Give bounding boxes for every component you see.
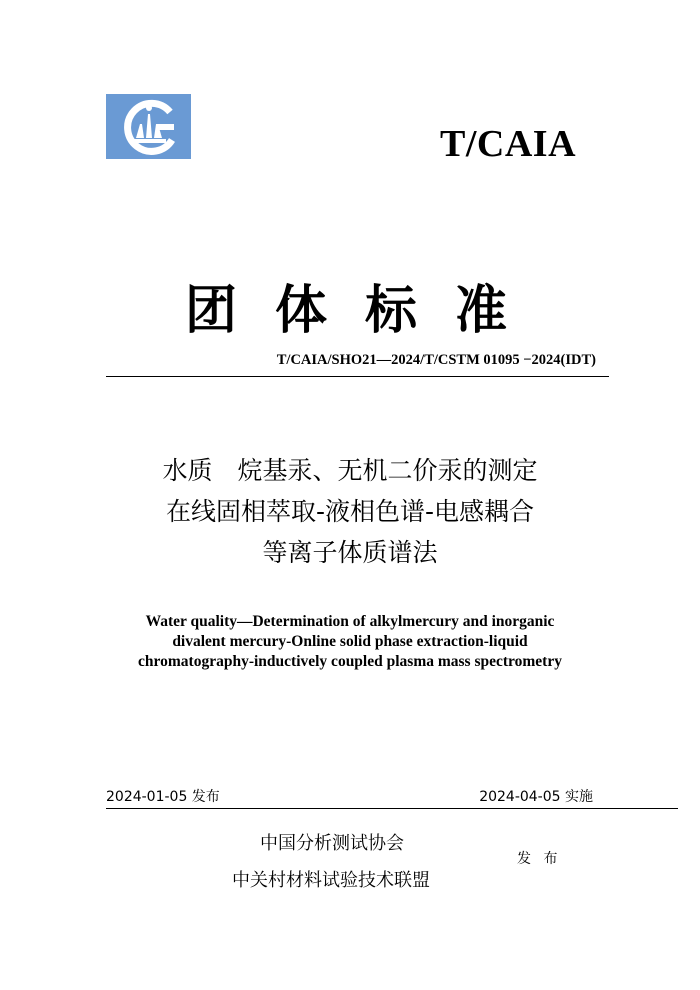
issuer-organization: 中国分析测试协会 xyxy=(260,833,404,854)
chinese-title-line: 等离子体质谱法 xyxy=(262,538,438,567)
chinese-title-line: 在线固相萃取-液相色谱-电感耦合 xyxy=(165,497,535,526)
chinese-title-line: 水质 烷基汞、无机二价汞的测定 xyxy=(162,456,538,485)
category-title: 团体标准 xyxy=(184,281,545,341)
issuer-organization: 中关村材料试验技术联盟 xyxy=(232,870,430,891)
top-divider xyxy=(106,376,609,377)
english-title-line: Water quality—Determination of alkylmercury and inorganic xyxy=(145,613,555,630)
publish-label: 发 布 xyxy=(517,851,562,867)
logo-ring-bar xyxy=(158,124,174,130)
chinese-title xyxy=(0,450,700,573)
standard-number: T/CAIA/SHO21—2024/T/CSTM 01095 −2024(IDT) xyxy=(276,352,596,368)
english-title-line: divalent mercury-Online solid phase extraction-liquid xyxy=(172,633,528,650)
standard-code: T/CAIA xyxy=(440,123,577,165)
issue-date: 2024-01-05 发布 xyxy=(106,789,220,805)
logo-star xyxy=(146,105,152,111)
caia-logo xyxy=(106,94,191,159)
english-title xyxy=(0,612,700,672)
logo-base xyxy=(132,139,166,143)
bottom-divider xyxy=(106,808,678,809)
english-title-line: chromatography-inductively coupled plasma mass spectrometry xyxy=(138,653,562,670)
caia-emblem-logo-icon xyxy=(106,94,191,159)
implementation-date: 2024-04-05 实施 xyxy=(479,789,593,805)
